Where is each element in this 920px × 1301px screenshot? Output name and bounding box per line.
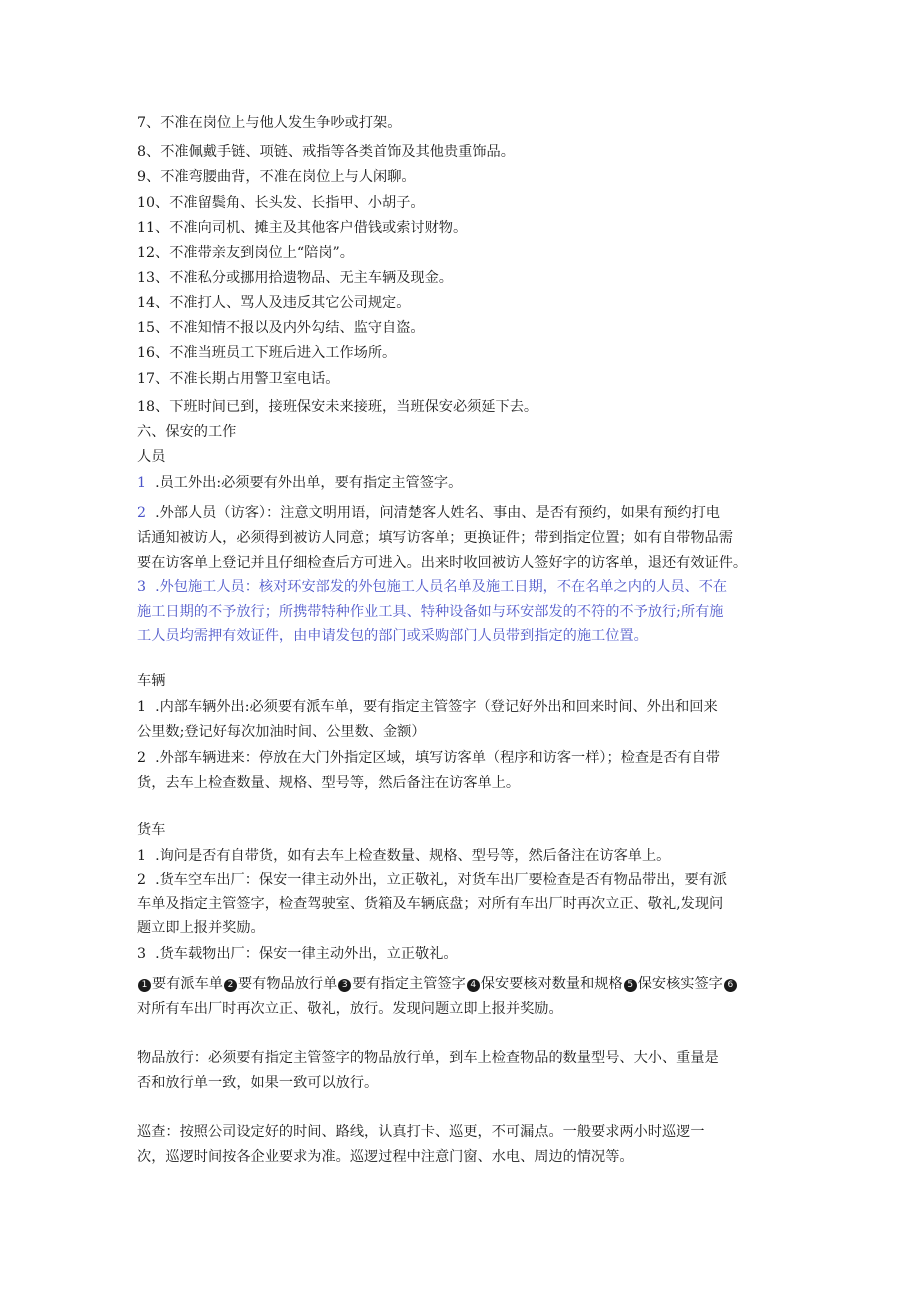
- personnel-item-1: [137, 473, 462, 493]
- rule-12: 12、不准带亲友到岗位上“陪岗”。: [137, 245, 354, 261]
- item-number: 1: [137, 848, 147, 864]
- step-text-5: 保安核实签字: [637, 976, 723, 992]
- item-number: 3: [137, 579, 147, 595]
- rule-17: 17、不准长期占用警卫室电话。: [137, 371, 340, 387]
- step-marker-5: 5: [624, 979, 637, 992]
- rule-9: 9、不准弯腰曲背，不准在岗位上与人闲聊。: [137, 169, 416, 185]
- item-number: 2: [137, 505, 147, 521]
- step-marker-6: 6: [724, 979, 737, 992]
- vehicles-item-1-line-2: 公里数;登记好每次加油时间、公里数、金额）: [137, 724, 426, 740]
- patrol-line-1: 巡查：按照公司设定好的时间、路线，认真打卡、巡更，不可漏点。一般要求两小时巡逻一: [137, 1124, 705, 1140]
- rule-7: 7、不准在岗位上与他人发生争吵或打架。: [137, 115, 402, 131]
- rule-16: 16、不准当班员工下班后进入工作场所。: [137, 345, 397, 361]
- step-marker-2: 2: [224, 979, 237, 992]
- trucks-item-2-line-3: 题立即上报并奖励。: [137, 920, 265, 936]
- vehicles-heading: 车辆: [137, 673, 166, 689]
- trucks-item-2-line-2: 车单及指定主管签字，检查驾驶室、货箱及车辆底盘；对所有车出厂时再次立正、敬礼,发现问: [137, 896, 724, 912]
- rule-18: 18、下班时间已到，接班保安未来接班，当班保安必须延下去。: [137, 399, 539, 415]
- vehicles-item-2-line-2: 货，去车上检查数量、规格、型号等，然后备注在访客单上。: [137, 775, 521, 791]
- trucks-item-1: [137, 846, 670, 866]
- rule-14: 14、不准打人、骂人及违反其它公司规定。: [137, 295, 411, 311]
- trucks-item-3: [137, 944, 458, 964]
- item-number: 3: [137, 946, 147, 962]
- step-marker-4: 4: [467, 979, 480, 992]
- item-number: 1: [137, 475, 147, 491]
- item-number: 1: [137, 699, 147, 715]
- rule-13: 13、不准私分或挪用拾遗物品、无主车辆及现金。: [137, 270, 453, 286]
- patrol-line-2: 次，巡逻时间按各企业要求为准。巡逻过程中注意门窗、水电、周边的情况等。: [137, 1149, 634, 1165]
- item-number: 2: [137, 750, 147, 766]
- personnel-item-3-line-1: [137, 577, 727, 597]
- trucks-steps: [137, 974, 738, 994]
- step-marker-3: 3: [338, 979, 351, 992]
- step-text-4: 保安要核对数量和规格: [480, 976, 623, 992]
- rule-15: 15、不准知情不报以及内外勾结、监守自盗。: [137, 320, 425, 336]
- step-text-2: 要有物品放行单: [237, 976, 338, 992]
- trucks-heading: 货车: [137, 822, 166, 838]
- trucks-item-2-line-1: [137, 870, 727, 890]
- item-text: .外包施工人员：核对环安部发的外包施工人员名单及施工日期，不在名单之内的人员、不在: [155, 579, 728, 595]
- item-text: .员工外出:必须要有外出单，要有指定主管签字。: [155, 475, 463, 491]
- step-text-3: 要有指定主管签字: [352, 976, 466, 992]
- item-number: 2: [137, 872, 147, 888]
- item-text: .外部人员（访客）：注意文明用语，问清楚客人姓名、事由、是否有预约，如果有预约打电: [155, 505, 720, 521]
- rule-11: 11、不准向司机、摊主及其他客户借钱或索讨财物。: [137, 220, 468, 236]
- trucks-steps-tail: 对所有车出厂时再次立正、敬礼，放行。发现问题立即上报并奖励。: [137, 1001, 563, 1017]
- goods-release-line-2: 否和放行单一致，如果一致可以放行。: [137, 1075, 379, 1091]
- rule-8: 8、不准佩戴手链、项链、戒指等各类首饰及其他贵重饰品。: [137, 144, 515, 160]
- item-text: .货车载物出厂：保安一律主动外出，立正敬礼。: [155, 946, 458, 962]
- vehicles-item-1-line-1: [137, 697, 718, 717]
- step-marker-1: 1: [138, 979, 151, 992]
- item-text: .货车空车出厂：保安一律主动外出，立正敬礼，对货车出厂要检查是否有物品带出，要有派: [155, 872, 728, 888]
- personnel-item-2-line-1: [137, 503, 720, 523]
- item-text: .外部车辆进来：停放在大门外指定区域，填写访客单（程序和访客一样）；检查是否有自带: [155, 750, 720, 766]
- item-text: .询问是否有自带货，如有去车上检查数量、规格、型号等，然后备注在访客单上。: [155, 848, 671, 864]
- step-text-1: 要有派车单: [152, 976, 223, 992]
- section-title: 六、保安的工作: [137, 424, 237, 440]
- personnel-item-2-line-2: 话通知被访人，必须得到被访人同意；填写访客单；更换证件；带到指定位置；如有自带物品需: [137, 530, 733, 546]
- item-text: .内部车辆外出:必须要有派车单，要有指定主管签字（登记好外出和回来时间、外出和回来: [155, 699, 718, 715]
- personnel-item-2-line-3: 要在访客单上登记并且仔细检查后方可进入。出来时收回被访人签好字的访客单，退还有效证件。: [137, 555, 748, 571]
- rule-10: 10、不准留鬓角、长头发、长指甲、小胡子。: [137, 195, 425, 211]
- goods-release-line-1: 物品放行：必须要有指定主管签字的物品放行单，到车上检查物品的数量型号、大小、重量是: [137, 1050, 719, 1066]
- vehicles-item-2-line-1: [137, 748, 720, 768]
- personnel-item-3-line-3: 工人员均需押有效证件，由申请发包的部门或采购部门人员带到指定的施工位置。: [137, 628, 648, 644]
- personnel-item-3-line-2: 施工日期的不予放行；所携带特种作业工具、特种设备如与环安部发的不符的不予放行;所有施: [137, 604, 724, 620]
- personnel-heading: 人员: [137, 449, 166, 465]
